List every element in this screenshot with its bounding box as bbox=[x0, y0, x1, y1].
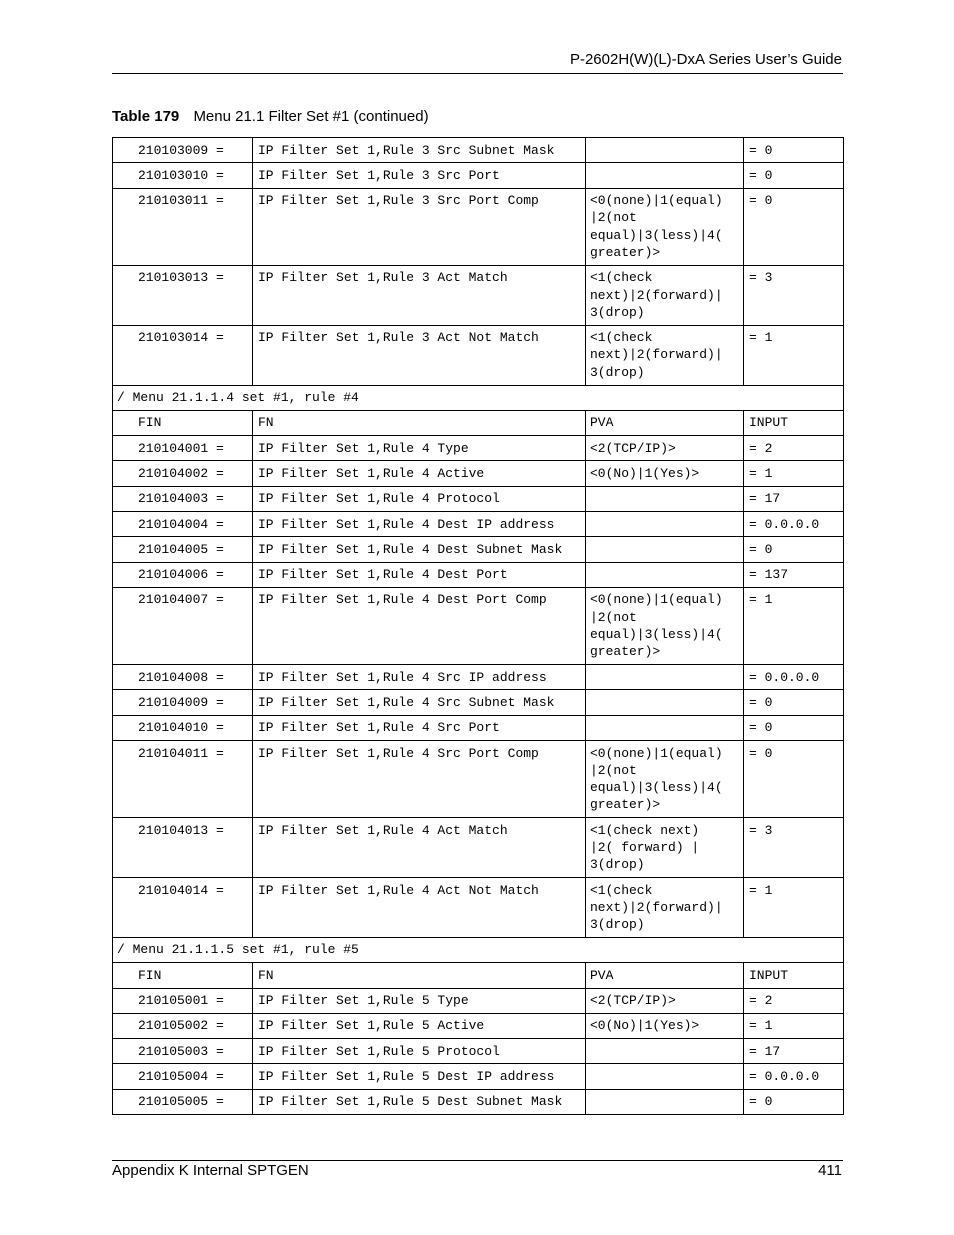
input-cell: = 0.0.0.0 bbox=[744, 512, 844, 537]
header-divider bbox=[112, 73, 843, 74]
input-cell: = 1 bbox=[744, 587, 844, 664]
table-row bbox=[113, 1013, 844, 1038]
input-cell: = 0 bbox=[744, 1089, 844, 1114]
table-row bbox=[113, 265, 844, 325]
fn-cell: IP Filter Set 1,Rule 4 Src Subnet Mask bbox=[253, 690, 586, 715]
table-row bbox=[113, 138, 844, 163]
input-cell: = 1 bbox=[744, 1013, 844, 1038]
column-header-fn-cell: FN bbox=[253, 410, 586, 435]
input-cell: = 3 bbox=[744, 818, 844, 878]
column-header-fn-cell: FN bbox=[253, 963, 586, 988]
table-row bbox=[113, 715, 844, 740]
pva-cell bbox=[586, 562, 744, 587]
column-header-fin-cell: FIN bbox=[113, 410, 253, 435]
input-cell: = 0 bbox=[744, 741, 844, 818]
header-row bbox=[113, 963, 844, 988]
pva-cell bbox=[586, 1089, 744, 1114]
fn-cell: IP Filter Set 1,Rule 3 Src Subnet Mask bbox=[253, 138, 586, 163]
fn-cell: IP Filter Set 1,Rule 4 Protocol bbox=[253, 486, 586, 511]
pva-cell: <1(check next)|2(forward)| 3(drop) bbox=[586, 265, 744, 325]
input-cell: = 0 bbox=[744, 163, 844, 188]
table-row bbox=[113, 690, 844, 715]
fin-cell: 210105005 = bbox=[113, 1089, 253, 1114]
pva-cell: <0(none)|1(equal) |2(not equal)|3(less)|4( greater)> bbox=[586, 741, 744, 818]
input-cell: = 0.0.0.0 bbox=[744, 665, 844, 690]
fn-cell: IP Filter Set 1,Rule 4 Src Port Comp bbox=[253, 741, 586, 818]
section-row bbox=[113, 385, 844, 410]
input-cell: = 1 bbox=[744, 878, 844, 938]
input-cell: = 17 bbox=[744, 1039, 844, 1064]
pva-cell: <2(TCP/IP)> bbox=[586, 988, 744, 1013]
table-row bbox=[113, 1089, 844, 1114]
pva-cell bbox=[586, 715, 744, 740]
pva-cell bbox=[586, 486, 744, 511]
input-cell: = 0 bbox=[744, 537, 844, 562]
fn-cell: IP Filter Set 1,Rule 4 Act Match bbox=[253, 818, 586, 878]
input-cell: = 0 bbox=[744, 715, 844, 740]
section-row bbox=[113, 937, 844, 962]
pva-cell bbox=[586, 1039, 744, 1064]
fn-cell: IP Filter Set 1,Rule 4 Dest Subnet Mask bbox=[253, 537, 586, 562]
fn-cell: IP Filter Set 1,Rule 4 Act Not Match bbox=[253, 878, 586, 938]
fn-cell: IP Filter Set 1,Rule 5 Protocol bbox=[253, 1039, 586, 1064]
fin-cell: 210104003 = bbox=[113, 486, 253, 511]
fin-cell: 210104005 = bbox=[113, 537, 253, 562]
fn-cell: IP Filter Set 1,Rule 3 Src Port bbox=[253, 163, 586, 188]
fin-cell: 210105001 = bbox=[113, 988, 253, 1013]
footer-section-title: Appendix K Internal SPTGEN bbox=[112, 1162, 309, 1179]
fin-cell: 210104010 = bbox=[113, 715, 253, 740]
input-cell: = 2 bbox=[744, 988, 844, 1013]
fn-cell: IP Filter Set 1,Rule 3 Src Port Comp bbox=[253, 188, 586, 265]
column-header-input-cell: INPUT bbox=[744, 410, 844, 435]
input-cell: = 0.0.0.0 bbox=[744, 1064, 844, 1089]
table-row bbox=[113, 461, 844, 486]
table-row bbox=[113, 188, 844, 265]
fn-cell: IP Filter Set 1,Rule 5 Type bbox=[253, 988, 586, 1013]
table-row bbox=[113, 486, 844, 511]
table-row bbox=[113, 587, 844, 664]
pva-cell: <0(No)|1(Yes)> bbox=[586, 461, 744, 486]
fin-cell: 210105004 = bbox=[113, 1064, 253, 1089]
table-caption-text: Menu 21.1 Filter Set #1 (continued) bbox=[193, 108, 429, 125]
pva-cell: <1(check next) |2( forward) | 3(drop) bbox=[586, 818, 744, 878]
input-cell: = 1 bbox=[744, 325, 844, 385]
fin-cell: 210103011 = bbox=[113, 188, 253, 265]
fin-cell: 210103009 = bbox=[113, 138, 253, 163]
pva-cell bbox=[586, 1064, 744, 1089]
table-row bbox=[113, 818, 844, 878]
pva-cell: <0(none)|1(equal) |2(not equal)|3(less)|4( greater)> bbox=[586, 188, 744, 265]
fn-cell: IP Filter Set 1,Rule 4 Dest Port Comp bbox=[253, 587, 586, 664]
fn-cell: IP Filter Set 1,Rule 5 Dest IP address bbox=[253, 1064, 586, 1089]
column-header-fin-cell: FIN bbox=[113, 963, 253, 988]
input-cell: = 0 bbox=[744, 690, 844, 715]
fin-cell: 210105003 = bbox=[113, 1039, 253, 1064]
column-header-pva-cell: PVA bbox=[586, 963, 744, 988]
pva-cell bbox=[586, 138, 744, 163]
fin-cell: 210104008 = bbox=[113, 665, 253, 690]
input-cell: = 3 bbox=[744, 265, 844, 325]
fn-cell: IP Filter Set 1,Rule 4 Dest IP address bbox=[253, 512, 586, 537]
table-row bbox=[113, 1039, 844, 1064]
pva-cell: <2(TCP/IP)> bbox=[586, 436, 744, 461]
input-cell: = 1 bbox=[744, 461, 844, 486]
input-cell: = 0 bbox=[744, 138, 844, 163]
table-row bbox=[113, 562, 844, 587]
fin-cell: 210103013 = bbox=[113, 265, 253, 325]
input-cell: = 137 bbox=[744, 562, 844, 587]
fn-cell: IP Filter Set 1,Rule 3 Act Match bbox=[253, 265, 586, 325]
filter-set-table bbox=[112, 137, 844, 1115]
filter-set-table-body bbox=[113, 138, 844, 1115]
header-row bbox=[113, 410, 844, 435]
section-title: / Menu 21.1.1.5 set #1, rule #5 bbox=[113, 937, 844, 962]
fn-cell: IP Filter Set 1,Rule 4 Dest Port bbox=[253, 562, 586, 587]
fn-cell: IP Filter Set 1,Rule 5 Active bbox=[253, 1013, 586, 1038]
fin-cell: 210104006 = bbox=[113, 562, 253, 587]
fin-cell: 210103010 = bbox=[113, 163, 253, 188]
fin-cell: 210104002 = bbox=[113, 461, 253, 486]
table-row bbox=[113, 1064, 844, 1089]
pva-cell bbox=[586, 512, 744, 537]
pva-cell: <1(check next)|2(forward)| 3(drop) bbox=[586, 325, 744, 385]
document-header-title: P-2602H(W)(L)-DxA Series User’s Guide bbox=[569, 51, 842, 68]
fn-cell: IP Filter Set 1,Rule 3 Act Not Match bbox=[253, 325, 586, 385]
fin-cell: 210103014 = bbox=[113, 325, 253, 385]
column-header-input-cell: INPUT bbox=[744, 963, 844, 988]
fn-cell: IP Filter Set 1,Rule 5 Dest Subnet Mask bbox=[253, 1089, 586, 1114]
table-row bbox=[113, 163, 844, 188]
table-row bbox=[113, 537, 844, 562]
table-caption-label: Table 179 bbox=[112, 108, 180, 125]
input-cell: = 2 bbox=[744, 436, 844, 461]
fin-cell: 210104004 = bbox=[113, 512, 253, 537]
fin-cell: 210104007 = bbox=[113, 587, 253, 664]
table-row bbox=[113, 436, 844, 461]
column-header-pva-cell: PVA bbox=[586, 410, 744, 435]
fin-cell: 210105002 = bbox=[113, 1013, 253, 1038]
fn-cell: IP Filter Set 1,Rule 4 Src IP address bbox=[253, 665, 586, 690]
fn-cell: IP Filter Set 1,Rule 4 Active bbox=[253, 461, 586, 486]
pva-cell bbox=[586, 163, 744, 188]
table-row bbox=[113, 512, 844, 537]
fin-cell: 210104013 = bbox=[113, 818, 253, 878]
table-row bbox=[113, 665, 844, 690]
table-row bbox=[113, 741, 844, 818]
table-row bbox=[113, 988, 844, 1013]
pva-cell: <0(No)|1(Yes)> bbox=[586, 1013, 744, 1038]
footer-page-number: 411 bbox=[818, 1162, 842, 1179]
pva-cell bbox=[586, 537, 744, 562]
table-row bbox=[113, 325, 844, 385]
table-row bbox=[113, 878, 844, 938]
fin-cell: 210104009 = bbox=[113, 690, 253, 715]
fin-cell: 210104014 = bbox=[113, 878, 253, 938]
pva-cell: <1(check next)|2(forward)| 3(drop) bbox=[586, 878, 744, 938]
pva-cell: <0(none)|1(equal) |2(not equal)|3(less)|4( greater)> bbox=[586, 587, 744, 664]
input-cell: = 17 bbox=[744, 486, 844, 511]
footer-divider bbox=[112, 1160, 843, 1161]
pva-cell bbox=[586, 690, 744, 715]
table-caption bbox=[112, 108, 429, 125]
fn-cell: IP Filter Set 1,Rule 4 Src Port bbox=[253, 715, 586, 740]
input-cell: = 0 bbox=[744, 188, 844, 265]
fn-cell: IP Filter Set 1,Rule 4 Type bbox=[253, 436, 586, 461]
fin-cell: 210104011 = bbox=[113, 741, 253, 818]
fin-cell: 210104001 = bbox=[113, 436, 253, 461]
section-title: / Menu 21.1.1.4 set #1, rule #4 bbox=[113, 385, 844, 410]
pva-cell bbox=[586, 665, 744, 690]
